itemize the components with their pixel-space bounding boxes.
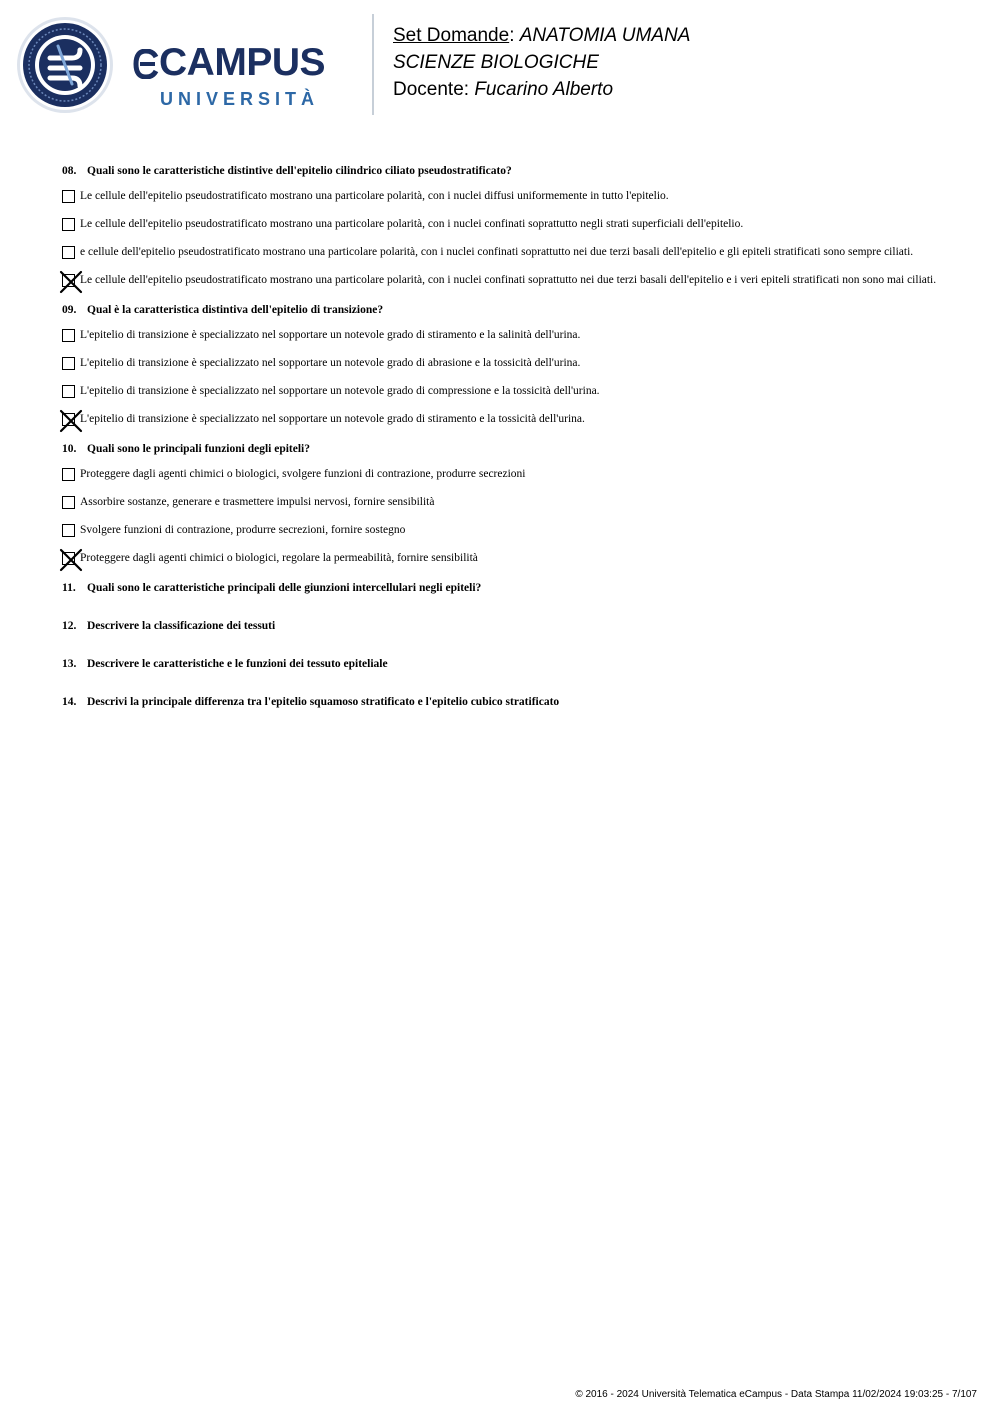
checked-checkbox[interactable] bbox=[62, 552, 75, 565]
answer-option[interactable] bbox=[62, 356, 942, 371]
cross-mark-icon bbox=[60, 549, 82, 571]
answer-option[interactable] bbox=[62, 412, 942, 427]
question-title bbox=[62, 580, 942, 596]
brand-logo bbox=[133, 40, 355, 112]
answer-text: L'epitelio di transizione è specializzato nel sopportare un notevole grado di stiramento e la salinità dell'urina. bbox=[80, 329, 581, 341]
answer-text: L'epitelio di transizione è specializzato nel sopportare un notevole grado di compressione e la tossicità dell'urina. bbox=[80, 385, 600, 397]
brand-name: CAMPUS bbox=[159, 41, 326, 84]
question-title bbox=[62, 694, 942, 710]
degree-name: SCIENZE BIOLOGICHE bbox=[393, 52, 599, 73]
answer-text: L'epitelio di transizione è specializzato nel sopportare un notevole grado di stiramento e la tossicità dell'urina. bbox=[80, 413, 585, 425]
question-text: Qual è la caratteristica distintiva dell'epitelio di transizione? bbox=[87, 304, 384, 316]
question-title bbox=[62, 302, 942, 318]
answer-option[interactable] bbox=[62, 217, 942, 232]
brand-subtitle: UNIVERSITÀ bbox=[160, 89, 320, 109]
question-block bbox=[62, 618, 942, 634]
question-title bbox=[62, 618, 942, 634]
question-block bbox=[62, 302, 942, 427]
answer-option[interactable] bbox=[62, 384, 942, 399]
footer-copyright: © 2016 - 2024 Università Telematica eCampus - Data Stampa 11/02/2024 19:03:25 - 7/107 bbox=[575, 1389, 977, 1400]
answer-text: Proteggere dagli agenti chimici o biologici, regolare la permeabilità, fornire sensibilità bbox=[80, 552, 478, 564]
answer-option[interactable] bbox=[62, 467, 942, 482]
answer-option[interactable] bbox=[62, 523, 942, 538]
answer-text: Le cellule dell'epitelio pseudostratificato mostrano una particolare polarità, con i nuclei confinati soprattutto nei due terzi basali dell'epitelio e i veri epiteli stratificati non sono mai ciliati. bbox=[80, 274, 937, 286]
question-text: Descrivere le caratteristiche e le funzioni dei tessuto epiteliale bbox=[87, 658, 388, 670]
checkbox[interactable] bbox=[62, 218, 75, 231]
checkbox[interactable] bbox=[62, 468, 75, 481]
checkbox[interactable] bbox=[62, 329, 75, 342]
question-number: 09. bbox=[62, 304, 77, 316]
question-list bbox=[62, 163, 942, 732]
checkbox[interactable] bbox=[62, 524, 75, 537]
answer-option[interactable] bbox=[62, 189, 942, 204]
question-number: 14. bbox=[62, 696, 77, 708]
university-seal-logo bbox=[14, 16, 116, 114]
checkbox[interactable] bbox=[62, 190, 75, 203]
question-title bbox=[62, 163, 942, 179]
question-number: 11. bbox=[62, 582, 76, 594]
question-text: Quali sono le caratteristiche distintive dell'epitelio cilindrico ciliato pseudostratificato? bbox=[87, 165, 512, 177]
question-text: Descrivere la classificazione dei tessuti bbox=[87, 620, 276, 632]
checkbox[interactable] bbox=[62, 246, 75, 259]
answer-text: e cellule dell'epitelio pseudostratificato mostrano una particolare polarità, con i nuclei confinati soprattutto nei due terzi basali dell'epitelio e gli epiteli stratificati sono sempre ciliati. bbox=[80, 246, 914, 258]
header-info: Set Domande: ANATOMIA UMANA SCIENZE BIOLOGICHE Docente: Fucarino Alberto bbox=[393, 25, 691, 100]
checked-checkbox[interactable] bbox=[62, 274, 75, 287]
answer-text: Assorbire sostanze, generare e trasmettere impulsi nervosi, fornire sensibilità bbox=[80, 496, 435, 508]
checkbox[interactable] bbox=[62, 496, 75, 509]
question-block bbox=[62, 441, 942, 566]
question-text: Quali sono le principali funzioni degli epiteli? bbox=[87, 443, 310, 455]
answer-option[interactable] bbox=[62, 245, 942, 260]
question-block bbox=[62, 656, 942, 672]
question-title bbox=[62, 656, 942, 672]
teacher-label: Docente: bbox=[393, 79, 470, 100]
checkbox[interactable] bbox=[62, 385, 75, 398]
question-number: 08. bbox=[62, 165, 77, 177]
question-block bbox=[62, 694, 942, 710]
course-name: ANATOMIA UMANA bbox=[519, 25, 691, 46]
cross-mark-icon bbox=[60, 410, 82, 432]
answer-option[interactable] bbox=[62, 495, 942, 510]
question-number: 12. bbox=[62, 620, 77, 632]
question-title bbox=[62, 441, 942, 457]
teacher-name: Fucarino Alberto bbox=[474, 79, 614, 100]
header-divider bbox=[372, 14, 374, 115]
page-header bbox=[0, 0, 1000, 130]
question-text: Quali sono le caratteristiche principali delle giunzioni intercellulari negli epiteli? bbox=[87, 582, 482, 594]
answer-text: Le cellule dell'epitelio pseudostratificato mostrano una particolare polarità, con i nuclei diffusi uniformemente in tutto l'epitelio. bbox=[80, 190, 669, 202]
set-label: Set Domande bbox=[393, 25, 510, 46]
answer-option[interactable] bbox=[62, 328, 942, 343]
checked-checkbox[interactable] bbox=[62, 413, 75, 426]
answer-text: Le cellule dell'epitelio pseudostratificato mostrano una particolare polarità, con i nuclei confinati soprattutto negli strati superficiali dell'epitelio. bbox=[80, 218, 744, 230]
question-number: 13. bbox=[62, 658, 77, 670]
question-block bbox=[62, 580, 942, 596]
answer-text: Proteggere dagli agenti chimici o biologici, svolgere funzioni di contrazione, produrre secrezioni bbox=[80, 468, 526, 480]
cross-mark-icon bbox=[60, 271, 82, 293]
answer-text: Svolgere funzioni di contrazione, produrre secrezioni, fornire sostegno bbox=[80, 524, 406, 536]
answer-text: L'epitelio di transizione è specializzato nel sopportare un notevole grado di abrasione e la tossicità dell'urina. bbox=[80, 357, 581, 369]
brand-e-icon bbox=[133, 49, 159, 79]
question-text: Descrivi la principale differenza tra l'epitelio squamoso stratificato e l'epitelio cubico stratificato bbox=[87, 696, 560, 708]
answer-option[interactable] bbox=[62, 273, 942, 288]
checkbox[interactable] bbox=[62, 357, 75, 370]
question-block bbox=[62, 163, 942, 288]
answer-option[interactable] bbox=[62, 551, 942, 566]
question-number: 10. bbox=[62, 443, 77, 455]
